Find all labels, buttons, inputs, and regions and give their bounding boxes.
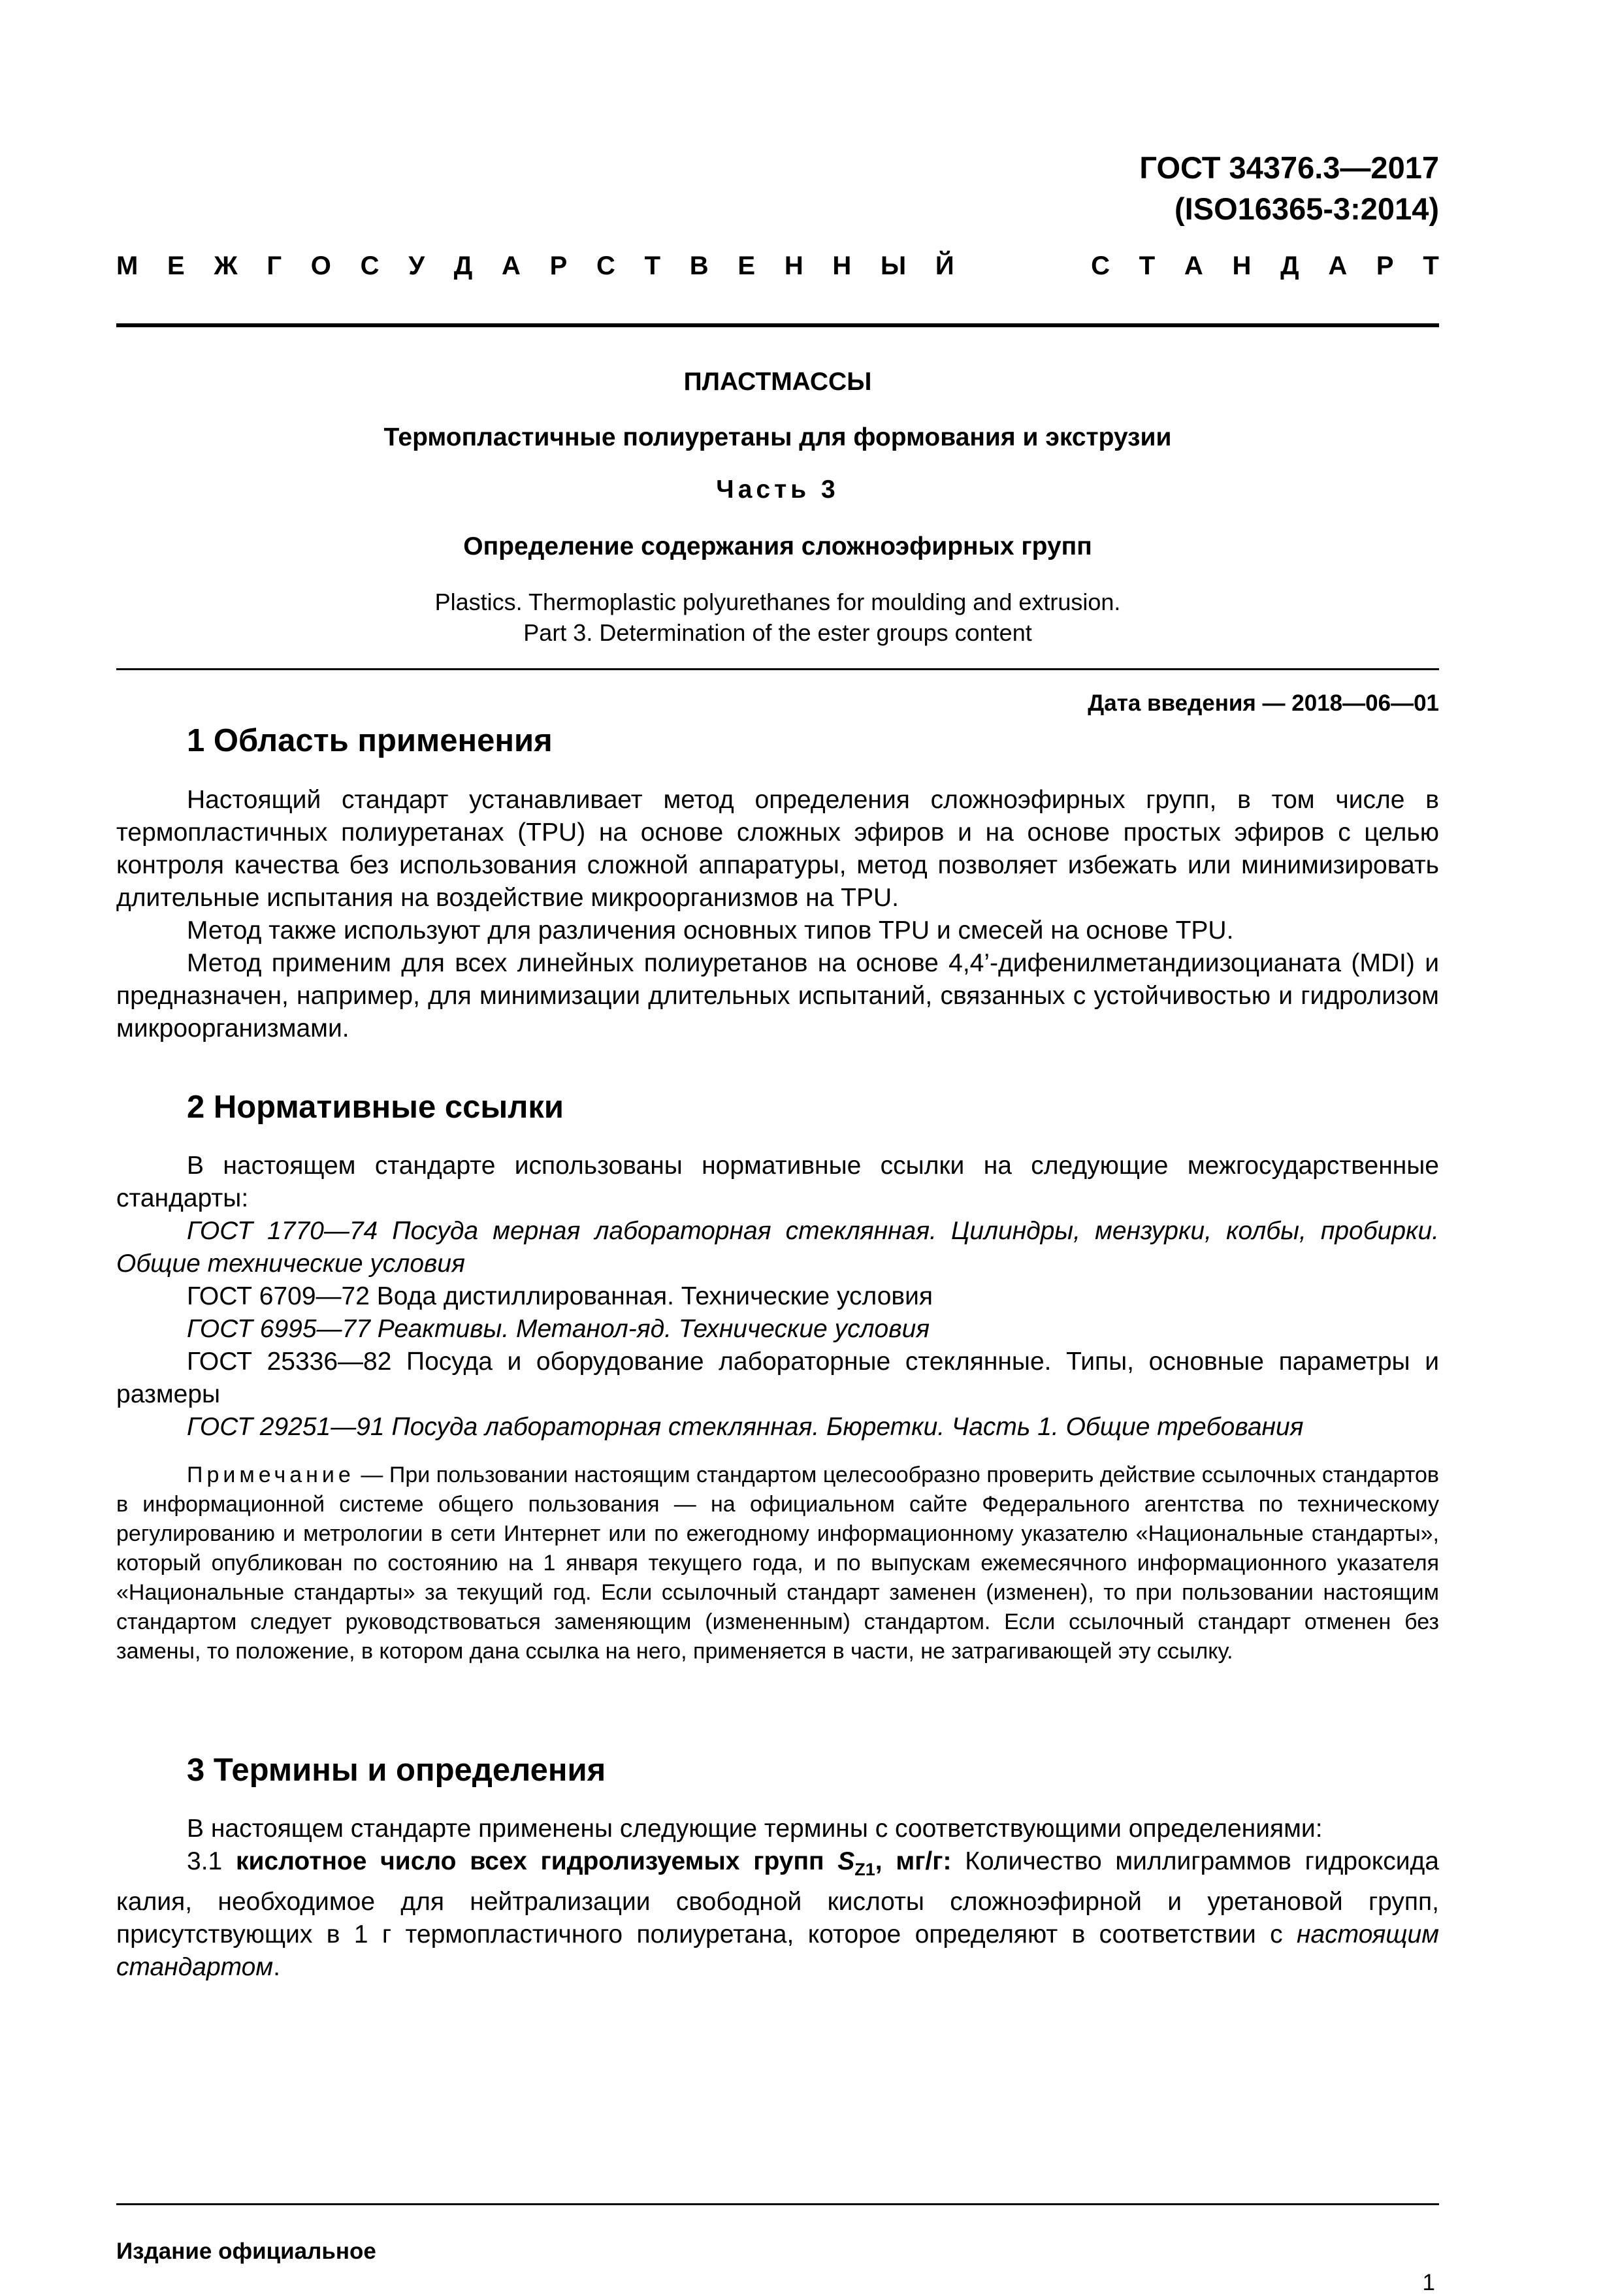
heading-word-gap (983, 251, 1061, 281)
section-2-note (116, 1461, 1439, 1666)
document-part: Часть 3 (716, 476, 839, 504)
document-number (1139, 147, 1439, 229)
heading-letter: Р (549, 251, 568, 280)
heading-letter: О (310, 251, 331, 280)
reference-item: ГОСТ 6709—72 Вода дистиллированная. Технические условия (187, 1282, 933, 1310)
english-title-line-1: Plastics. Thermoplastic polyurethanes for moulding and extrusion. (434, 589, 1121, 615)
heading-letter: С (360, 251, 380, 280)
section-1-heading: 1 Область применения (187, 723, 553, 758)
heading-letter: С (1091, 251, 1110, 280)
heading-letter: С (596, 251, 615, 280)
heading-letter: В (689, 251, 709, 280)
term-symbol-subscript: Z1 (854, 1859, 875, 1879)
term-definition-italic: настоящим стандартом (116, 1920, 1439, 1981)
term-definition (116, 1845, 1439, 1984)
heading-letter: Е (167, 251, 185, 280)
heading-letter: А (1184, 251, 1203, 280)
heading-letter: Н (832, 251, 852, 280)
gost-number: ГОСТ 34376.3—2017 (1139, 150, 1439, 185)
section-2-heading: 2 Нормативные ссылки (187, 1090, 564, 1125)
note-label: Примечание (187, 1463, 355, 1487)
section-1-paragraph-3: Метод применим для всех линейных полиуретанов на основе 4,4’-дифенилметандиизоцианата (MDI) и предназначен, например, для минимизации длительных испытаний, связанных с устойчивостью и гидролизом микроорганизмами. (116, 949, 1439, 1043)
reference-item: ГОСТ 25336—82 Посуда и оборудование лабораторные стеклянные. Типы, основные параметры и размеры (116, 1348, 1439, 1408)
heading-letter: А (1328, 251, 1348, 280)
heading-letter: Н (1232, 251, 1252, 280)
term-definition-text: Количество миллиграммов гидроксида калия, необходимое для нейтрализации свободной кислоты сложноэфирной и уретановой групп, присутствующих в 1 г термопластичного полиуретана, которое определяют в соответствии с (116, 1847, 1439, 1948)
section-2-body (116, 1150, 1439, 1444)
heading-letter: У (408, 251, 425, 280)
heading-letter: М (116, 251, 138, 280)
document-subtitle: Термопластичные полиуретаны для формования и экструзии (383, 423, 1172, 451)
reference-item: ГОСТ 29251—91 Посуда лабораторная стеклянная. Бюретки. Часть 1. Общие требования (187, 1413, 1304, 1441)
reference-item: ГОСТ 1770—74 Посуда мерная лабораторная стеклянная. Цилиндры, мензурки, колбы, пробирки. Общие технические условия (116, 1217, 1439, 1278)
heading-letter: Д (453, 251, 473, 280)
term-definition-end: . (273, 1952, 280, 1981)
document-subject: Определение содержания сложноэфирных групп (463, 532, 1092, 560)
heading-letter: Д (1280, 251, 1299, 280)
section-3-body (116, 1813, 1439, 1984)
heading-letter: Й (935, 251, 954, 280)
heading-letter: А (502, 251, 521, 280)
introduction-date: Дата введения — 2018—06—01 (1088, 690, 1439, 716)
term-unit: , мг/г: (875, 1847, 952, 1875)
title-rule (116, 668, 1439, 670)
term-number: 3.1 (187, 1847, 236, 1875)
reference-item: ГОСТ 6995—77 Реактивы. Метанол-яд. Технические условия (187, 1315, 930, 1343)
note-paragraph (116, 1461, 1439, 1666)
section-1-paragraph-2: Метод также используют для различения основных типов TPU и смесей на основе TPU. (187, 916, 1234, 945)
section-3-intro: В настоящем стандарте применены следующие термины с соответствующими определениями: (187, 1815, 1323, 1843)
term-name: кислотное число всех гидролизуемых групп (235, 1847, 838, 1875)
heading-letter: Ы (881, 251, 907, 280)
page-number: 1 (1422, 2270, 1435, 2295)
english-title (116, 587, 1439, 648)
heading-letter: Н (784, 251, 803, 280)
heading-letter: Р (1376, 251, 1394, 280)
heading-letter: Т (1423, 251, 1439, 280)
standard-type-heading (116, 251, 1439, 281)
footer-rule (116, 2203, 1439, 2205)
document-title: ПЛАСТМАССЫ (683, 368, 872, 396)
heading-letter: Т (1139, 251, 1156, 280)
heading-letter: Е (737, 251, 756, 280)
term-symbol: S (837, 1847, 855, 1875)
english-title-line-2: Part 3. Determination of the ester groups content (523, 619, 1032, 646)
header-rule (116, 323, 1439, 327)
section-1-paragraph-1: Настоящий стандарт устанавливает метод определения сложноэфирных групп, в том числе в термопластичных полиуретанах (TPU) на основе сложных эфиров и на основе простых эфиров с целью контроля качества без использования сложной аппаратуры, метод позволяет избежать или минимизировать длительные испытания на воздействие микроорганизмов на TPU. (116, 786, 1439, 912)
heading-letter: Т (644, 251, 661, 280)
heading-letter: Г (267, 251, 282, 280)
note-text: — При пользовании настоящим стандартом целесообразно проверить действие ссылочных стандартов в информационной системе общего пользования — на официальном сайте Федерального агентства по техническому регулированию и метрологии в сети Интернет или по ежегодному информационному указателю «Национальные стандарты», который опубликован по состоянию на 1 января текущего года, и по выпускам ежемесячного информационного указателя «Национальные стандарты» за текущий год. Если ссылочный стандарт заменен (изменен), то при пользовании настоящим стандартом следует руководствоваться заменяющим (измененным) стандартом. Если ссылочный стандарт отменен без замены, то положение, в котором дана ссылка на него, применяется в части, не затрагивающей эту ссылку. (116, 1463, 1439, 1664)
section-3-heading: 3 Термины и определения (187, 1753, 606, 1788)
section-2-intro: В настоящем стандарте использованы нормативные ссылки на следующие межгосударственные стандарты: (116, 1152, 1439, 1212)
section-1-body (116, 784, 1439, 1045)
heading-letter: Ж (214, 251, 238, 280)
official-edition-label: Издание официальное (116, 2239, 376, 2264)
iso-reference: (ISO16365-3:2014) (1174, 191, 1439, 226)
